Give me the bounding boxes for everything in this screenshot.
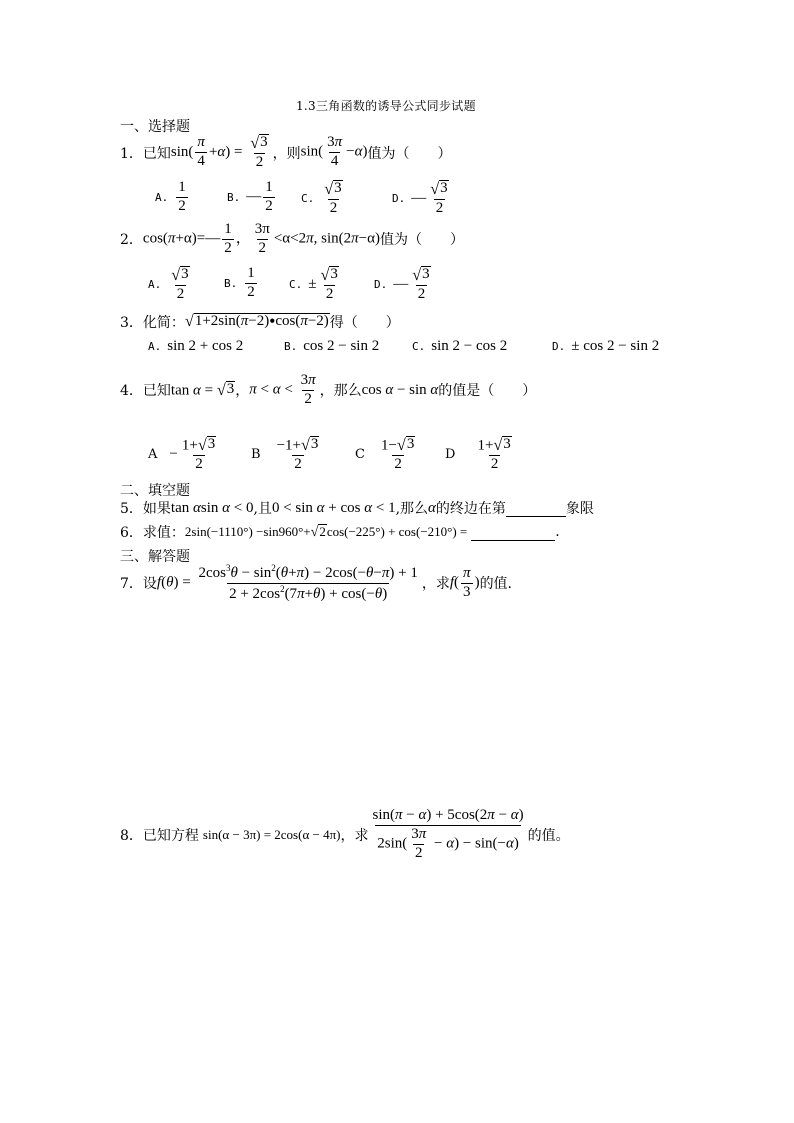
question-text: 设 <box>142 576 157 593</box>
option-label: B. <box>224 276 238 290</box>
formula: − 1+ √ 3 2 <box>169 435 216 473</box>
formula: — $\frac{1}{2}$ <box>246 179 273 214</box>
question-text: 已知 <box>142 145 171 162</box>
option-label: C. <box>412 340 426 353</box>
option-d <box>445 436 516 473</box>
answer-blank[interactable] <box>471 524 555 541</box>
question-3 <box>120 312 400 332</box>
question-text: . <box>555 524 560 540</box>
formula: sin( $\frac{\pi}{4}$ +α) = √ 3 2 <box>170 133 268 171</box>
question-text: 值为（ ） <box>367 145 452 162</box>
option-label: D <box>445 447 456 463</box>
question-text: 的值. <box>479 576 513 593</box>
formula: cos(π+α)=— $\frac{1}{2}$ ， $\frac{3\pi}{2}$ <α<2π, sin(2π−α) <box>142 221 380 256</box>
question-number: 2． <box>120 232 143 249</box>
question-text: ，求 <box>340 827 369 844</box>
section-heading-choice: 一、选择题 <box>120 119 190 135</box>
question-text: ，求 <box>421 576 450 593</box>
formula: −1+ √ 3 2 <box>276 435 319 473</box>
formula: — √ 3 2 <box>411 179 448 217</box>
formula: 0 < sin α + cos α < 1 <box>271 499 396 516</box>
option-label: C. <box>289 278 303 292</box>
question-text: 象限 <box>565 501 594 517</box>
question-text: 求值： <box>142 525 185 541</box>
formula: $\frac{1}{2}$ <box>247 265 255 300</box>
question-text: 的值。 <box>527 827 570 844</box>
option-c <box>412 338 507 355</box>
option-a <box>155 180 190 215</box>
question-text: ，那么 <box>319 383 362 400</box>
question-number: 1． <box>120 145 143 162</box>
option-value: ± cos 2 − sin 2 <box>571 338 660 354</box>
question-text: ，则 <box>272 145 301 162</box>
question-text: 已知 <box>142 383 171 400</box>
option-value: cos 2 − sin 2 <box>303 338 380 354</box>
question-text: 值为（ ） <box>379 232 464 249</box>
option-b <box>251 436 323 473</box>
formula: tan α = √ 3 <box>170 380 235 399</box>
formula: sin( $\frac{3\pi}{4}$ −α) <box>300 134 368 170</box>
option-label: A. <box>148 278 162 292</box>
option-label: B <box>251 447 261 463</box>
option-label: B. <box>227 190 241 204</box>
question-text: ,且 <box>253 501 272 517</box>
formula: — √ 3 2 <box>393 265 430 303</box>
formula: $\frac{1}{2}$ <box>178 179 186 214</box>
option-label: D. <box>552 340 566 353</box>
question-text: 已知方程 <box>142 827 199 844</box>
question-6 <box>120 522 560 542</box>
option-value: sin 2 − cos 2 <box>431 338 508 354</box>
question-number: 3． <box>120 315 143 331</box>
question-2 <box>120 222 464 257</box>
option-label: A <box>148 447 158 463</box>
formula: sin(π − α) + 5cos(2π − α) 2sin( $\frac{3\pi}{2}$ − α) − sin(−α) <box>372 807 524 861</box>
option-b <box>227 180 277 215</box>
option-d <box>392 180 453 217</box>
question-text: 的终边在第 <box>435 501 506 517</box>
formula: 1+ √ 3 2 <box>477 435 511 473</box>
option-c <box>289 266 343 303</box>
page-title: 1.3三角函数的诱导公式同步试题 <box>296 99 476 113</box>
question-text: ， <box>235 383 250 400</box>
option-c <box>301 180 347 217</box>
question-text: 化简： <box>142 315 185 331</box>
formula: √ 3 2 <box>171 265 189 303</box>
formula: f(θ) = $\frac{2\cos^3\theta - \sin^2(\theta+\pi) - 2\cos(-\theta-\pi) + 1}{2 + 2\cos^2(7\pi+\theta) + \cos(-\theta)}$ <box>156 563 418 602</box>
option-a <box>148 436 220 473</box>
question-text: 如果 <box>142 501 171 517</box>
formula: √ 1+2sin(π−2)●cos(π−2) <box>184 312 329 331</box>
option-label: A. <box>155 190 169 204</box>
question-number: 4． <box>120 383 143 400</box>
formula: √ 3 2 <box>324 179 342 217</box>
question-text: 的值是（ ） <box>438 383 537 400</box>
formula: tan αsin α < 0 <box>170 499 254 516</box>
option-label: C. <box>301 192 315 206</box>
section-heading-solve: 三、解答题 <box>120 549 190 565</box>
question-number: 7． <box>120 576 143 593</box>
option-value: sin 2 + cos 2 <box>167 338 244 354</box>
formula: ± √ 3 2 <box>308 265 338 303</box>
option-label: A. <box>148 340 162 353</box>
formula: cos α − sin α <box>361 381 439 398</box>
question-7 <box>120 564 512 603</box>
formula: π < α < $\frac{3\pi}{2}$ <box>249 372 316 407</box>
question-number: 6． <box>120 525 143 541</box>
question-number: 8． <box>120 827 143 844</box>
option-label: D. <box>374 278 388 292</box>
option-d <box>552 338 659 355</box>
option-label: B. <box>284 340 298 353</box>
section-heading-fill: 二、填空题 <box>120 483 190 499</box>
option-a <box>148 338 243 355</box>
formula: 1− √ 3 2 <box>380 435 415 473</box>
question-text: 得（ ） <box>329 315 400 331</box>
question-text: ,那么 <box>395 501 429 517</box>
formula: α <box>428 499 436 516</box>
formula: f( $\frac{\pi}{3}$ ) <box>449 565 480 600</box>
answer-blank[interactable] <box>506 500 566 517</box>
question-1 <box>120 134 452 171</box>
option-b <box>224 266 259 301</box>
option-label: D. <box>392 192 406 206</box>
option-a <box>148 266 194 303</box>
formula: 2sin(−1110°) −sin960°+ √ 2 cos(−225°) + cos(−210°) = <box>184 524 468 540</box>
question-number: 5． <box>120 501 143 517</box>
question-5 <box>120 498 594 518</box>
option-b <box>284 338 379 355</box>
question-8 <box>120 808 570 861</box>
option-d <box>374 266 435 303</box>
question-4 <box>120 373 536 408</box>
option-label: C <box>355 447 365 463</box>
formula: sin(α − 3π) = 2cos(α − 4π) <box>202 826 341 842</box>
option-c <box>355 436 419 473</box>
